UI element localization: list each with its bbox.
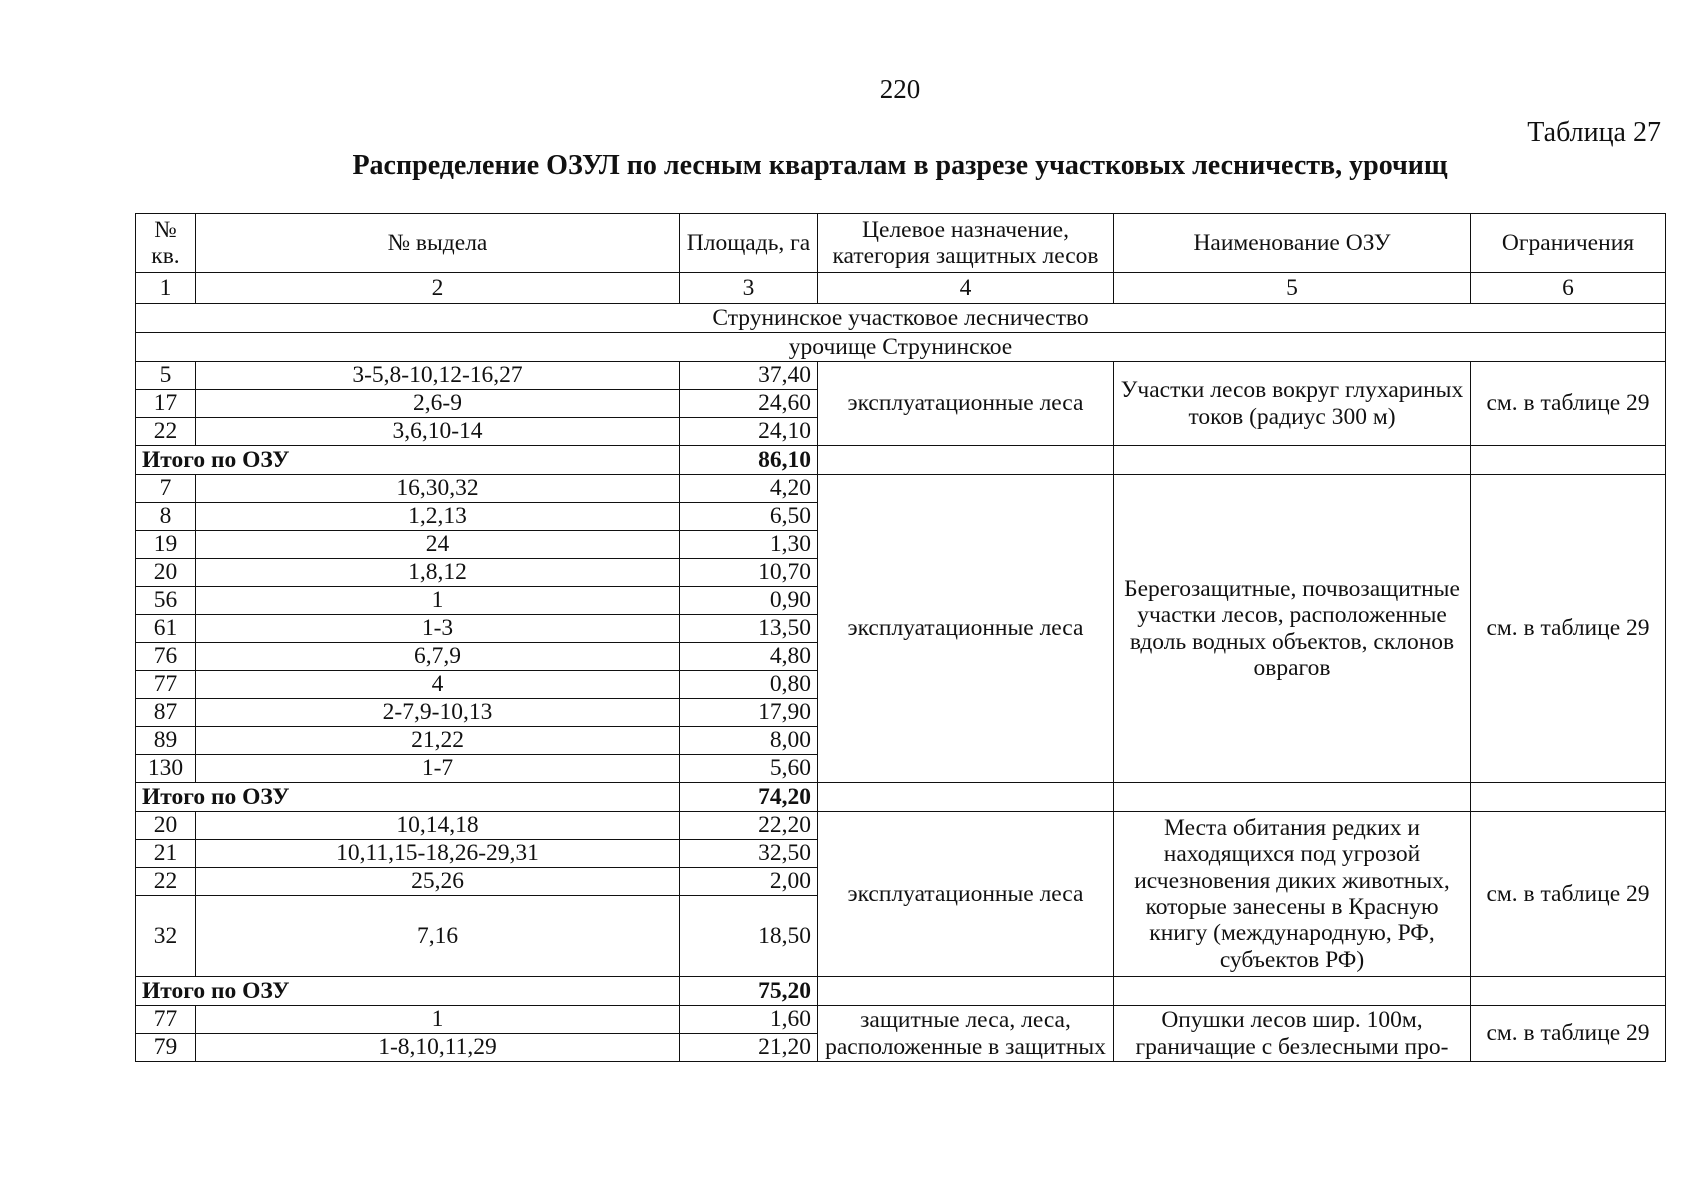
- empty-cell: [1114, 783, 1471, 812]
- vydel-cell: 3,6,10-14: [196, 418, 680, 446]
- total-value: 74,20: [680, 783, 818, 812]
- area-cell: 32,50: [680, 840, 818, 868]
- kv-cell: 79: [136, 1034, 196, 1062]
- vydel-cell: 24: [196, 531, 680, 559]
- kv-cell: 130: [136, 755, 196, 783]
- area-cell: 13,50: [680, 615, 818, 643]
- ozu-name-cell: Места обитания редких и находящихся под угрозой исчезновения диких животных, которые занесены в Красную книгу (международную, РФ, субъектов РФ): [1114, 812, 1471, 977]
- table-label: Таблица 27: [1527, 117, 1661, 148]
- header-vydel: № выдела: [196, 214, 680, 273]
- area-cell: 0,90: [680, 587, 818, 615]
- kv-cell: 21: [136, 840, 196, 868]
- vydel-cell: 4: [196, 671, 680, 699]
- empty-cell: [1471, 446, 1666, 475]
- ozu-name-cell: Берегозащитные, почвозащитные участки лесов, расположенные вдоль водных объектов, склонов оврагов: [1114, 475, 1471, 783]
- area-cell: 24,10: [680, 418, 818, 446]
- empty-cell: [1471, 977, 1666, 1006]
- vydel-cell: 1-8,10,11,29: [196, 1034, 680, 1062]
- area-cell: 8,00: [680, 727, 818, 755]
- vydel-cell: 1-7: [196, 755, 680, 783]
- kv-cell: 32: [136, 896, 196, 977]
- header-area: Площадь, га: [680, 214, 818, 273]
- empty-cell: [1114, 977, 1471, 1006]
- ozu-name-cell: Участки лесов вокруг глухариных токов (радиус 300 м): [1114, 362, 1471, 446]
- area-cell: 10,70: [680, 559, 818, 587]
- table-title: Распределение ОЗУЛ по лесным кварталам в разрезе участковых лесничеств, урочищ: [352, 150, 1448, 181]
- header-ozu-name: Наименование ОЗУ: [1114, 214, 1471, 273]
- kv-cell: 77: [136, 671, 196, 699]
- kv-cell: 22: [136, 868, 196, 896]
- kv-cell: 5: [136, 362, 196, 390]
- total-label: Итого по ОЗУ: [136, 783, 680, 812]
- ozul-table: [135, 213, 1666, 1062]
- area-cell: 2,00: [680, 868, 818, 896]
- kv-cell: 20: [136, 559, 196, 587]
- column-number: 2: [196, 273, 680, 304]
- restrictions-cell: см. в таблице 29: [1471, 812, 1666, 977]
- kv-cell: 56: [136, 587, 196, 615]
- column-number: 4: [818, 273, 1114, 304]
- vydel-cell: 7,16: [196, 896, 680, 977]
- table-row: [136, 475, 1666, 503]
- ozu-name-cell: Опушки лесов шир. 100м, граничащие с безлесными про-: [1114, 1006, 1471, 1062]
- column-number: 5: [1114, 273, 1471, 304]
- kv-cell: 87: [136, 699, 196, 727]
- tract-name: урочище Струнинское: [136, 333, 1666, 362]
- purpose-cell: эксплуатационные леса: [818, 475, 1114, 783]
- total-value: 86,10: [680, 446, 818, 475]
- vydel-cell: 1,2,13: [196, 503, 680, 531]
- total-label: Итого по ОЗУ: [136, 446, 680, 475]
- vydel-cell: 21,22: [196, 727, 680, 755]
- area-cell: 5,60: [680, 755, 818, 783]
- empty-cell: [1471, 783, 1666, 812]
- restrictions-cell: см. в таблице 29: [1471, 1006, 1666, 1062]
- vydel-cell: 3-5,8-10,12-16,27: [196, 362, 680, 390]
- column-number: 6: [1471, 273, 1666, 304]
- forestry-row: [136, 304, 1666, 333]
- area-cell: 1,60: [680, 1006, 818, 1034]
- forestry-name: Струнинское участковое лесничество: [136, 304, 1666, 333]
- page-number: 220: [879, 74, 921, 104]
- purpose-cell: эксплуатационные леса: [818, 812, 1114, 977]
- area-cell: 1,30: [680, 531, 818, 559]
- total-row: [136, 446, 1666, 475]
- area-cell: 17,90: [680, 699, 818, 727]
- area-cell: 24,60: [680, 390, 818, 418]
- table-row: [136, 1006, 1666, 1034]
- tract-row: [136, 333, 1666, 362]
- vydel-cell: 1-3: [196, 615, 680, 643]
- column-number-row: [136, 273, 1666, 304]
- vydel-cell: 1: [196, 587, 680, 615]
- area-cell: 4,20: [680, 475, 818, 503]
- table-row: [136, 362, 1666, 390]
- vydel-cell: 16,30,32: [196, 475, 680, 503]
- empty-cell: [1114, 446, 1471, 475]
- kv-cell: 17: [136, 390, 196, 418]
- vydel-cell: 2-7,9-10,13: [196, 699, 680, 727]
- kv-cell: 8: [136, 503, 196, 531]
- empty-cell: [818, 977, 1114, 1006]
- area-cell: 22,20: [680, 812, 818, 840]
- restrictions-cell: см. в таблице 29: [1471, 475, 1666, 783]
- kv-cell: 76: [136, 643, 196, 671]
- kv-cell: 61: [136, 615, 196, 643]
- kv-cell: 89: [136, 727, 196, 755]
- area-cell: 21,20: [680, 1034, 818, 1062]
- header-purpose: Целевое назначение, категория защитных лесов: [818, 214, 1114, 273]
- vydel-cell: 10,11,15-18,26-29,31: [196, 840, 680, 868]
- purpose-cell: защитные леса, леса, расположенные в защитных: [818, 1006, 1114, 1062]
- vydel-cell: 2,6-9: [196, 390, 680, 418]
- purpose-cell: эксплуатационные леса: [818, 362, 1114, 446]
- column-number: 1: [136, 273, 196, 304]
- area-cell: 37,40: [680, 362, 818, 390]
- column-number: 3: [680, 273, 818, 304]
- vydel-cell: 25,26: [196, 868, 680, 896]
- area-cell: 18,50: [680, 896, 818, 977]
- table-row: [136, 812, 1666, 840]
- vydel-cell: 6,7,9: [196, 643, 680, 671]
- empty-cell: [818, 446, 1114, 475]
- header-row: [136, 214, 1666, 273]
- header-kv: № кв.: [136, 214, 196, 273]
- vydel-cell: 10,14,18: [196, 812, 680, 840]
- vydel-cell: 1: [196, 1006, 680, 1034]
- total-value: 75,20: [680, 977, 818, 1006]
- header-restrictions: Ограничения: [1471, 214, 1666, 273]
- kv-cell: 7: [136, 475, 196, 503]
- total-row: [136, 783, 1666, 812]
- area-cell: 6,50: [680, 503, 818, 531]
- area-cell: 4,80: [680, 643, 818, 671]
- total-row: [136, 977, 1666, 1006]
- restrictions-cell: см. в таблице 29: [1471, 362, 1666, 446]
- kv-cell: 20: [136, 812, 196, 840]
- kv-cell: 19: [136, 531, 196, 559]
- area-cell: 0,80: [680, 671, 818, 699]
- kv-cell: 77: [136, 1006, 196, 1034]
- kv-cell: 22: [136, 418, 196, 446]
- empty-cell: [818, 783, 1114, 812]
- vydel-cell: 1,8,12: [196, 559, 680, 587]
- total-label: Итого по ОЗУ: [136, 977, 680, 1006]
